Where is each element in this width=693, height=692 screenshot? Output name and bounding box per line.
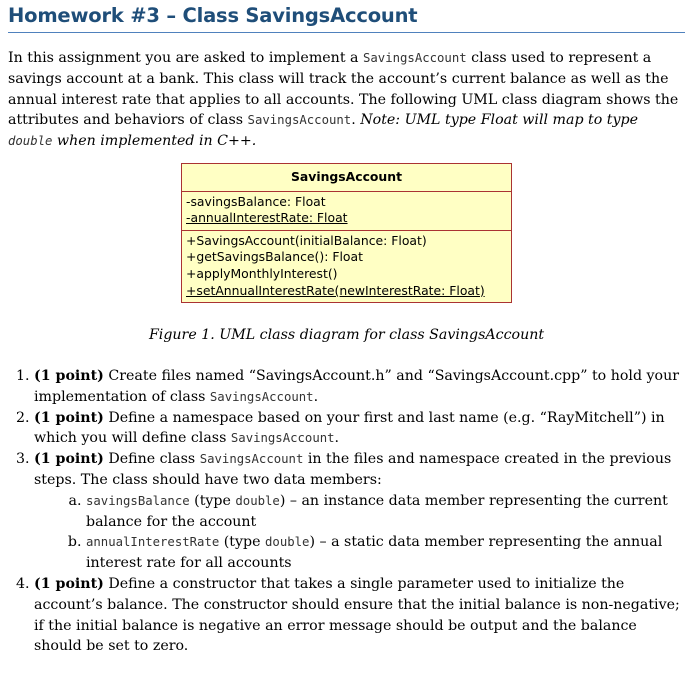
sub-step-text: (type: [219, 534, 266, 551]
step-text: Define a namespace based on your first and last name (e.g. “RayMitchell”) in which you will define class: [34, 409, 665, 447]
step-item: [34, 408, 685, 450]
intro-note-text: when implemented in C++.: [52, 133, 257, 150]
sub-step-text: (type: [189, 492, 236, 509]
step-points: (1 point): [34, 575, 104, 592]
intro-note-text: Note: UML type Float will map to type: [360, 112, 639, 129]
sub-step-code: double: [235, 493, 280, 508]
step-item: [34, 449, 685, 574]
sub-step-item: [86, 491, 685, 533]
step-list: [8, 366, 685, 657]
step-item: [34, 574, 685, 657]
uml-operation: +applyMonthlyInterest(): [186, 265, 338, 281]
uml-operation: +SavingsAccount(initialBalance: Float): [186, 232, 427, 248]
uml-class-name: SavingsAccount: [182, 164, 511, 192]
sub-step-code: savingsBalance: [86, 493, 190, 508]
intro-code: SavingsAccount: [363, 51, 467, 65]
sub-step-code: double: [265, 535, 310, 550]
intro-note-code: double: [8, 134, 53, 149]
step-points: (1 point): [34, 451, 104, 468]
intro-paragraph: [8, 48, 685, 152]
sub-step-list: [34, 491, 685, 574]
step-text: Define a constructor that takes a single parameter used to initialize the account’s balance. The constructor should ensure that the initial balance is non-negative; if the initial balance is negative an error message should be output and the balance should be set to zero.: [34, 575, 680, 655]
sub-step-text: ) – a static data member representing the annual interest rate for all accounts: [86, 534, 663, 572]
step-code: SavingsAccount: [199, 452, 304, 467]
sub-step-text: ) – an instance data member representing the current balance for the account: [86, 492, 668, 530]
step-text: Create files named “SavingsAccount.h” and “SavingsAccount.cpp” to hold your implementation of class: [34, 367, 680, 405]
step-points: (1 point): [34, 367, 104, 384]
sub-step-item: [86, 532, 685, 574]
figure-caption: Figure 1. UML class diagram for class SavingsAccount: [148, 327, 545, 344]
intro-code: SavingsAccount: [247, 113, 352, 128]
step-item: [34, 366, 685, 408]
step-text: .: [334, 430, 340, 447]
uml-operation-static: +setAnnualInterestRate(newInterestRate: Float): [186, 282, 485, 298]
step-code: SavingsAccount: [230, 431, 335, 446]
uml-operation: +getSavingsBalance(): Float: [186, 249, 363, 265]
step-text: .: [313, 388, 319, 405]
uml-operations: [182, 230, 511, 302]
uml-attribute-static: -annualInterestRate: Float: [186, 210, 348, 226]
document-page: [0, 3, 693, 657]
page-title: Homework #3 – Class SavingsAccount: [8, 4, 418, 27]
intro-text: .: [351, 112, 361, 129]
title-divider: [8, 32, 685, 33]
uml-class-diagram: [181, 163, 512, 303]
step-code: SavingsAccount: [209, 389, 314, 404]
uml-attribute: -savingsBalance: Float: [186, 193, 326, 209]
step-text: in the files and namespace created in the previous steps. The class should have two data members:: [34, 451, 672, 488]
intro-text: In this assignment you are asked to implement a: [8, 50, 363, 66]
intro-text: class used to represent a savings account at a bank. This class will track the account’s current balance as well as the annual interest rate that applies to all accounts. The following UML class diagram shows the attributes and behaviors of class: [8, 50, 679, 129]
step-text: Define class: [103, 451, 200, 468]
sub-step-code: annualInterestRate: [86, 535, 220, 550]
uml-attributes: [182, 192, 511, 230]
step-points: (1 point): [34, 409, 104, 426]
